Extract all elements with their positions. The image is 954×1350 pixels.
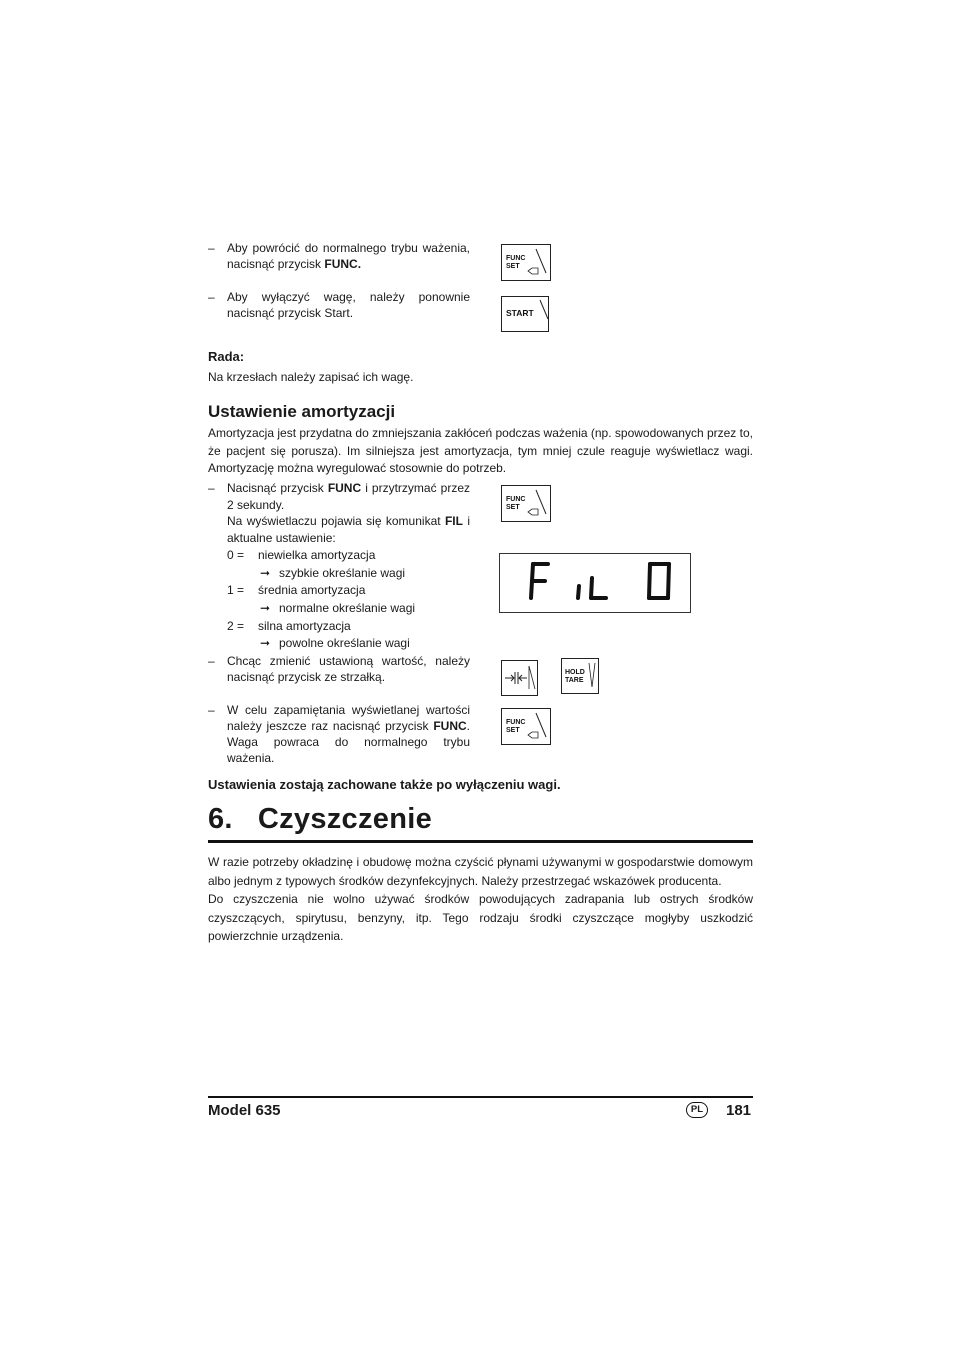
list-dash: – xyxy=(208,703,215,717)
step2-instruction: Chcąc zmienić ustawioną wartość, należy nacisnąć przycisk ze strzałką. xyxy=(227,654,470,684)
func-set-button[interactable] xyxy=(501,708,551,745)
step3-suffix: . Waga powraca do normalnego trybu ważenia. xyxy=(227,719,470,765)
step1-suffix: i przytrzymać przez 2 sekundy. xyxy=(227,481,470,512)
arrow-right-icon: ➞ xyxy=(260,601,271,615)
hold-tare-button[interactable] xyxy=(561,658,599,694)
func-set-button[interactable] xyxy=(501,244,551,281)
arrow-button[interactable] xyxy=(501,660,538,696)
arrow-right-icon: ➞ xyxy=(260,636,271,650)
step1b-suffix: i aktualne ustawienie: xyxy=(227,514,470,545)
option-number: 0 = xyxy=(227,548,245,562)
start-label: START xyxy=(506,308,534,318)
settings-retained-note: Ustawienia zostają zachowane także po wyłączeniu wagi. xyxy=(208,777,561,792)
list-dash: – xyxy=(208,481,215,495)
option-number: 1 = xyxy=(227,583,245,597)
step1-text: Nacisnąć przycisk xyxy=(227,481,328,495)
list-dash: – xyxy=(208,241,215,255)
set-label: SET xyxy=(506,263,520,270)
tare-label: TARE xyxy=(565,677,584,684)
model-name: Model 635 xyxy=(208,1102,281,1119)
step1-instruction xyxy=(227,480,470,513)
lcd-display xyxy=(499,553,691,613)
language-badge: PL xyxy=(686,1102,708,1118)
damping-intro: Amortyzacja jest przydatna do zmniejszania zakłóceń podczas ważenia (np. spowodowanych przez to, że pacjent się porusza). Im silniejsza jest amortyzacja, tym mniej czule reaguje wyświetlacz wagi. Amortyzację można wyregulować stosownie do potrzeb. xyxy=(208,426,753,475)
start-button[interactable] xyxy=(501,296,549,332)
tip-text: Na krzesłach należy zapisać ich wagę. xyxy=(208,370,414,384)
step1b-text: Na wyświetlaczu pojawia się komunikat xyxy=(227,514,445,528)
cleaning-paragraph-2: Do czyszczenia nie wolno używać środków powodujących zadrapania lub ostrych środków czyszczących, spirytusu, benzyny, itp. Tego rodzaju środki czyszczące mogłyby uszkodzić powierzchnie urządzenia. xyxy=(208,892,753,943)
option-number: 2 = xyxy=(227,619,245,633)
func-label: FUNC xyxy=(506,496,526,503)
step3-text: W celu zapamiętania wyświetlanej wartości należy jeszcze raz nacisnąć przycisk xyxy=(227,703,470,733)
return-text: Aby powrócić do normalnego trybu ważenia, nacisnąć przycisk xyxy=(227,241,470,271)
func-set-button[interactable] xyxy=(501,485,551,522)
func-key-ref: FUNC xyxy=(327,481,362,495)
fil-message-ref: FIL xyxy=(444,514,463,528)
return-instruction xyxy=(227,240,470,272)
cleaning-heading: 6. Czyszczenie xyxy=(208,803,433,835)
func-label: FUNC xyxy=(506,255,526,262)
power-off-instruction: Aby wyłączyć wagę, należy ponownie nacisnąć przycisk Start. xyxy=(227,290,470,320)
func-key-ref: FUNC xyxy=(433,719,467,733)
func-key-ref: FUNC. xyxy=(324,257,362,271)
option-label: silna amortyzacja xyxy=(258,619,351,633)
func-label: FUNC xyxy=(506,719,526,726)
fil-display-glyphs xyxy=(500,554,690,612)
option-result: szybkie określanie wagi xyxy=(279,566,406,580)
list-dash: – xyxy=(208,290,215,304)
arrow-right-icon: ➞ xyxy=(260,566,271,580)
list-dash: – xyxy=(208,654,215,668)
step3-instruction xyxy=(227,702,470,766)
hold-label: HOLD xyxy=(565,669,585,676)
tip-label: Rada: xyxy=(208,349,245,364)
cleaning-paragraph-1: W razie potrzeby okładzinę i obudowę można czyścić płynami używanymi w gospodarstwie domowym albo jednym z typowych środków dezynfekcyjnych. Należy przestrzegać wskazówek producenta. xyxy=(208,855,753,888)
option-result: powolne określanie wagi xyxy=(279,636,410,650)
set-label: SET xyxy=(506,727,520,734)
option-result: normalne określanie wagi xyxy=(279,601,416,615)
footer-rule xyxy=(208,1096,753,1098)
page-number: 181 xyxy=(726,1102,752,1119)
heading-rule xyxy=(208,840,753,843)
set-label: SET xyxy=(506,504,520,511)
option-label: niewielka amortyzacja xyxy=(258,548,376,562)
step1b-instruction xyxy=(227,513,470,546)
damping-heading: Ustawienie amortyzacji xyxy=(208,402,396,421)
arrow-key-icon xyxy=(502,661,539,697)
option-label: średnia amortyzacja xyxy=(258,583,366,597)
